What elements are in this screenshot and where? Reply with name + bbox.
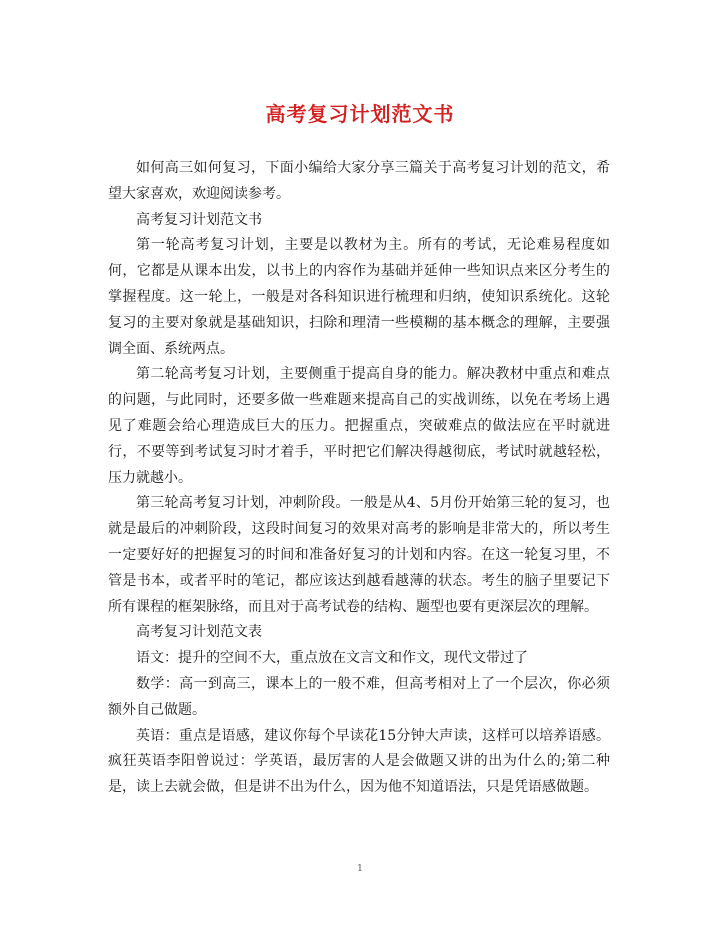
document-title: 高考复习计划范文书 xyxy=(265,102,455,126)
paragraph-math: 数学：高一到高三，课本上的一般不难，但高考相对上了一个层次，你必须额外自己做题。 xyxy=(108,675,610,718)
paragraph-first-round: 第一轮高考复习计划，主要是以教材为主。所有的考试，无论难易程度如何，它都是从课本出发，以书上的内容作为基础并延伸一些知识点来区分考生的掌握程度。这一轮上，一般是对各科知识进行梳理和归纳，使知识系统化。这轮复习的主要对象就是基础知识，扫除和理清一些模糊的基本概念的理解，主要强调全面、系统两点。 xyxy=(108,237,610,357)
paragraph-chinese: 语文：提升的空间不大，重点放在文言文和作文，现代文带过了 xyxy=(136,650,528,667)
section-heading: 高考复习计划范文表 xyxy=(136,624,262,641)
document-body xyxy=(108,156,610,801)
section-heading: 高考复习计划范文书 xyxy=(136,211,262,228)
paragraph-second-round: 第二轮高考复习计划，主要侧重于提高自身的能力。解决教材中重点和难点的问题，与此同时，还要多做一些难题来提高自己的实战训练，以免在考场上遇见了难题会给心理造成巨大的压力。把握重点，突破难点的做法应在平时就进行，不要等到考试复习时才着手，平时把它们解决得越彻底，考试时就越轻松，压力就越小。 xyxy=(108,366,610,486)
paragraph-english: 英语：重点是语感，建议你每个早读花15分钟大声读，这样可以培养语感。疯狂英语李阳曾说过：学英语，最厉害的人是会做题又讲的出为什么的;第二种是，读上去就会做，但是讲不出为什么，因为他不知道语法，只是凭语感做题。 xyxy=(108,727,610,796)
paragraph-third-round: 第三轮高考复习计划，冲刺阶段。一般是从4、5月份开始第三轮的复习，也就是最后的冲刺阶段，这段时间复习的效果对高考的影响是非常大的，所以考生一定要好好的把握复习的时间和准备好复习的计划和内容。在这一轮复习里，不管是书本，或者平时的笔记，都应该达到越看越薄的状态。考生的脑子里要记下所有课程的框架脉络，而且对于高考试卷的结构、题型也要有更深层次的理解。 xyxy=(108,495,610,615)
page-number: 1 xyxy=(357,864,363,874)
paragraph-intro: 如何高三如何复习，下面小编给大家分享三篇关于高考复习计划的范文，希望大家喜欢，欢迎阅读参考。 xyxy=(108,160,610,202)
